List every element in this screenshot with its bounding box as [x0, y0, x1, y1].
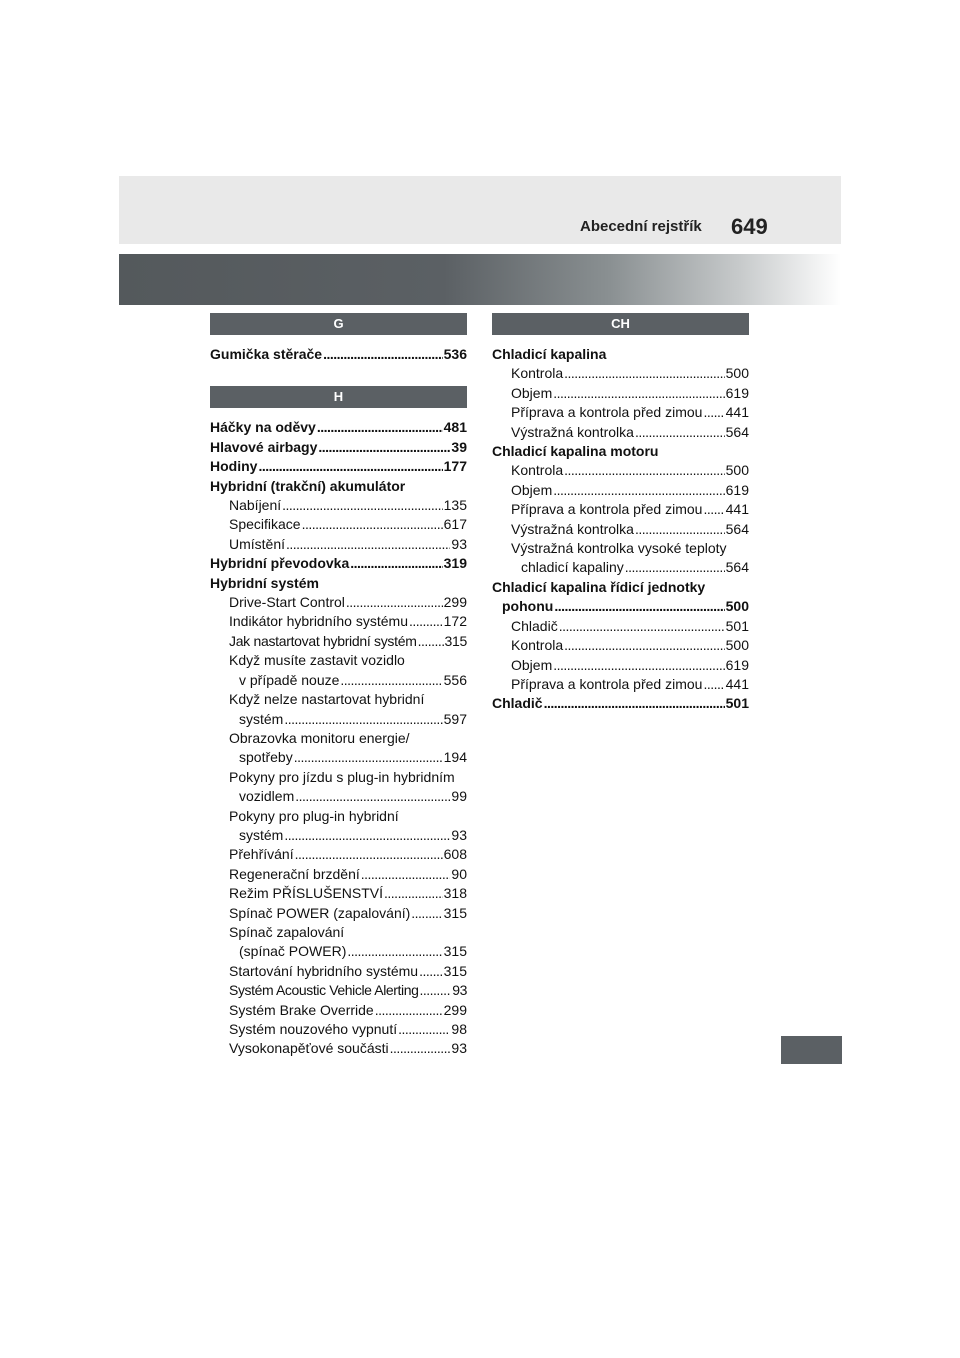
index-entry: Háčky na oděvy . . . 481 — [210, 418, 467, 437]
index-subentry: systém . . . 597 — [210, 710, 467, 729]
index-subentry: Objem . . . 619 — [492, 656, 749, 675]
index-heading: Hybridní (trakční) akumulátor — [210, 477, 406, 494]
index-entry: Gumička stěrače . . . 536 — [210, 345, 467, 364]
page-number: 649 — [731, 214, 768, 239]
index-heading: Hybridní systém — [210, 574, 319, 591]
index-subentry: vozidlem . . . 99 — [210, 787, 467, 806]
index-subentry: Umístění . . . 93 — [210, 535, 467, 554]
decorative-banner — [119, 254, 841, 305]
index-subentry-line: Pokyny pro jízdu s plug-in hybridním — [229, 768, 455, 785]
index-heading: Chladicí kapalina motoru — [492, 443, 659, 460]
index-subentry: Objem . . . 619 — [492, 481, 749, 500]
index-subentry: Startování hybridního systému . . . 315 — [210, 962, 467, 981]
index-subentry: Příprava a kontrola před zimou . . . 441 — [492, 500, 749, 519]
index-subentry: Jak nastartovat hybridní systém . . . 315 — [210, 632, 467, 651]
index-subentry: Přehřívání . . . 608 — [210, 845, 467, 864]
index-subentry: Vysokonapěťové součásti . . . 93 — [210, 1039, 467, 1058]
index-heading: Chladicí kapalina řídicí jednotky — [492, 578, 706, 595]
index-subentry-line: Spínač zapalování — [229, 923, 345, 940]
section-header-h: H — [210, 386, 467, 408]
index-column-left — [210, 313, 467, 1059]
index-subentry: Kontrola . . . 500 — [492, 461, 749, 480]
index-subentry: (spínač POWER) . . . 315 — [210, 942, 467, 961]
section-header-g: G — [210, 313, 467, 335]
index-subentry: spotřeby . . . 194 — [210, 748, 467, 767]
index-subentry: Příprava a kontrola před zimou . . . 441 — [492, 675, 749, 694]
index-subentry: Výstražná kontrolka . . . 564 — [492, 423, 749, 442]
section-header-ch: CH — [492, 313, 749, 335]
index-entry: Hlavové airbagy . . . 39 — [210, 438, 467, 457]
index-subentry: Kontrola . . . 500 — [492, 364, 749, 383]
index-subentry: Nabíjení . . . 135 — [210, 496, 467, 515]
index-subentry-line: Když nelze nastartovat hybridní — [229, 691, 425, 708]
index-subentry: Kontrola . . . 500 — [492, 636, 749, 655]
index-subentry: chladicí kapaliny . . . 564 — [492, 558, 749, 577]
index-heading: Chladicí kapalina — [492, 346, 607, 362]
chapter-tab-marker — [781, 1036, 842, 1064]
index-subentry: Systém Acoustic Vehicle Alerting . . . 93 — [210, 981, 467, 1000]
section-title: Abecední rejstřík — [580, 218, 702, 235]
index-entry: pohonu . . . 500 — [492, 597, 749, 616]
index-subentry-line: Pokyny pro plug-in hybridní — [229, 807, 399, 824]
index-subentry-line: Obrazovka monitoru energie/ — [229, 729, 410, 746]
index-subentry-line: Výstražná kontrolka vysoké teploty — [511, 540, 727, 557]
index-subentry-line: Když musíte zastavit vozidlo — [229, 652, 405, 669]
index-subentry: Příprava a kontrola před zimou . . . 441 — [492, 403, 749, 422]
index-subentry: Systém nouzového vypnutí . . . 98 — [210, 1020, 467, 1039]
index-entry: Hybridní převodovka . . . 319 — [210, 554, 467, 573]
index-subentry: Výstražná kontrolka . . . 564 — [492, 520, 749, 539]
index-subentry: Režim PŘÍSLUŠENSTVÍ . . . 318 — [210, 884, 467, 903]
index-subentry: Regenerační brzdění . . . 90 — [210, 865, 467, 884]
index-subentry: Chladič . . . 501 — [492, 617, 749, 636]
index-subentry: systém . . . 93 — [210, 826, 467, 845]
index-subentry: Objem . . . 619 — [492, 384, 749, 403]
index-entry: Hodiny . . . 177 — [210, 457, 467, 476]
index-subentry: Indikátor hybridního systému . . . 172 — [210, 612, 467, 631]
index-subentry: v případě nouze . . . 556 — [210, 671, 467, 690]
index-entry: Chladič . . . 501 — [492, 694, 749, 713]
index-subentry: Systém Brake Override . . . 299 — [210, 1001, 467, 1020]
index-subentry: Specifikace . . . 617 — [210, 515, 467, 534]
index-column-right — [492, 313, 749, 714]
index-subentry: Spínač POWER (zapalování) . . . 315 — [210, 904, 467, 923]
index-subentry: Drive-Start Control . . . 299 — [210, 593, 467, 612]
